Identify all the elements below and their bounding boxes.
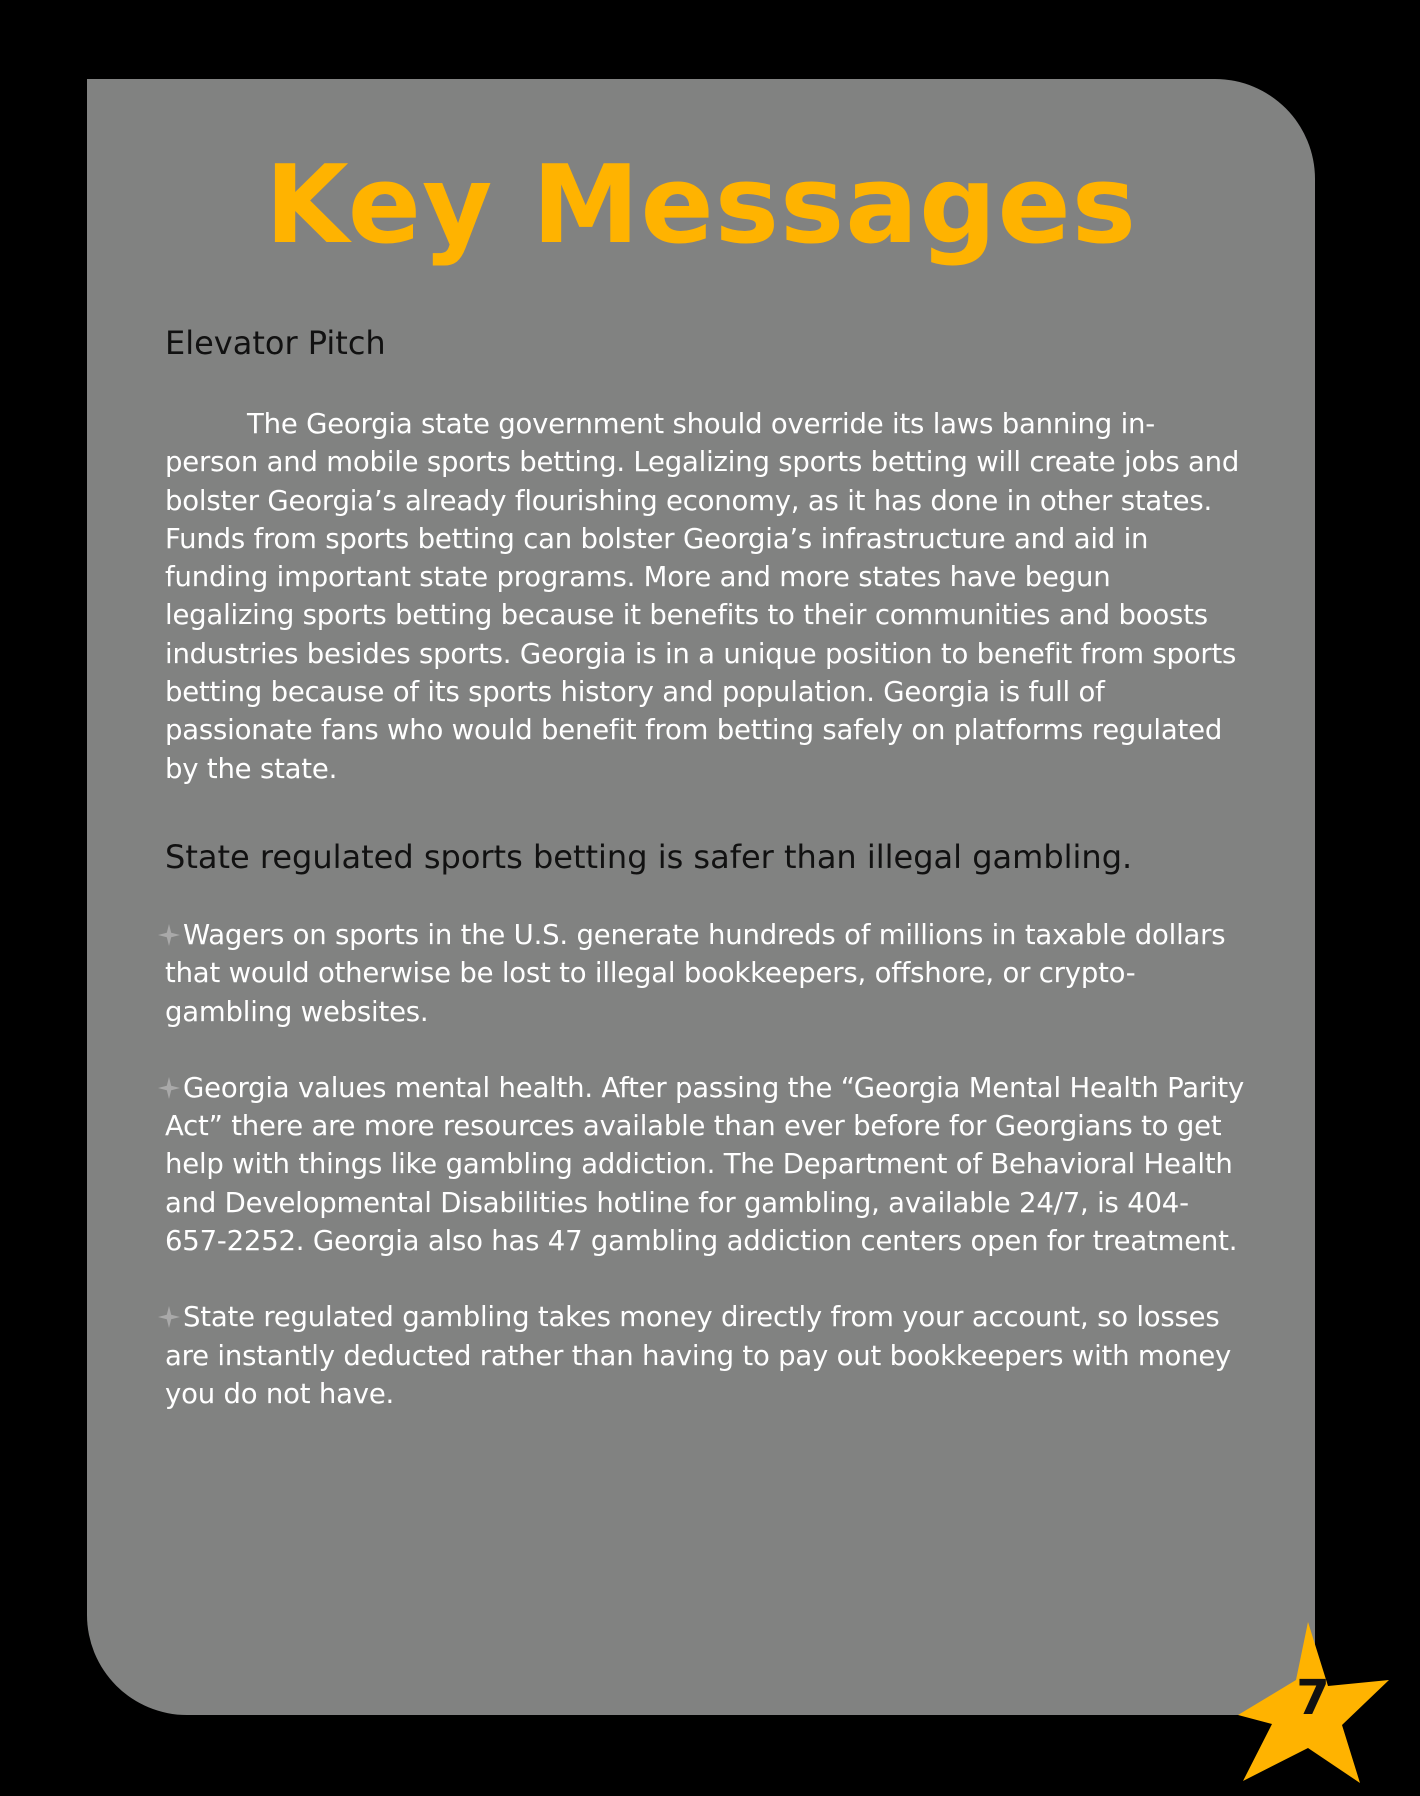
bullet-point-text: Georgia values mental health. After passing the “Georgia Mental Health Parity Act” there are more resources available than ever before for Georgians to get help with things like gambling addiction. The Department of Behavioral Health and Developmental Disabilities hotline for gambling, available 24/7, is 404-657-2252. Georgia also has 47 gambling addiction centers open for treatment.: [165, 1071, 1245, 1258]
page-title: Key Messages: [264, 143, 1138, 268]
star-icon: [157, 1305, 181, 1329]
elevator-pitch-heading: Elevator Pitch: [165, 324, 386, 362]
elevator-pitch-text: The Georgia state government should override its laws banning in-person and mobile sports betting. Legalizing sports betting will create jobs and bolster Georgia’s already flourishing economy, as it has done in other states. Funds from sports betting can bolster Georgia’s infrastructure and aid in funding important state programs. More and more states have begun legalizing sports betting because it benefits to their communities and boosts industries besides sports. Georgia is in a unique position to benefit from sports betting because of its sports history and population. Georgia is full of passionate fans who would benefit from betting safely on platforms regulated by the state.: [165, 408, 1240, 785]
bullet-point-text: Wagers on sports in the U.S. generate hundreds of millions in taxable dollars that would otherwise be lost to illegal bookkeepers, offshore, or crypto-gambling websites.: [165, 918, 1226, 1028]
star-icon: [157, 1076, 181, 1100]
page-number: 7: [1296, 1670, 1330, 1726]
state-regulated-heading: State regulated sports betting is safer than illegal gambling.: [165, 837, 1133, 876]
bullet-point: [165, 1298, 1245, 1413]
bullet-point: [165, 916, 1245, 1031]
star-icon: [157, 923, 181, 947]
bullet-point: [165, 1069, 1245, 1260]
content-body: [165, 324, 1245, 1451]
bullet-point-text: State regulated gambling takes money directly from your account, so losses are instantly deducted rather than having to pay out bookkeepers with money you do not have.: [165, 1301, 1232, 1410]
content-panel: [87, 79, 1315, 1715]
